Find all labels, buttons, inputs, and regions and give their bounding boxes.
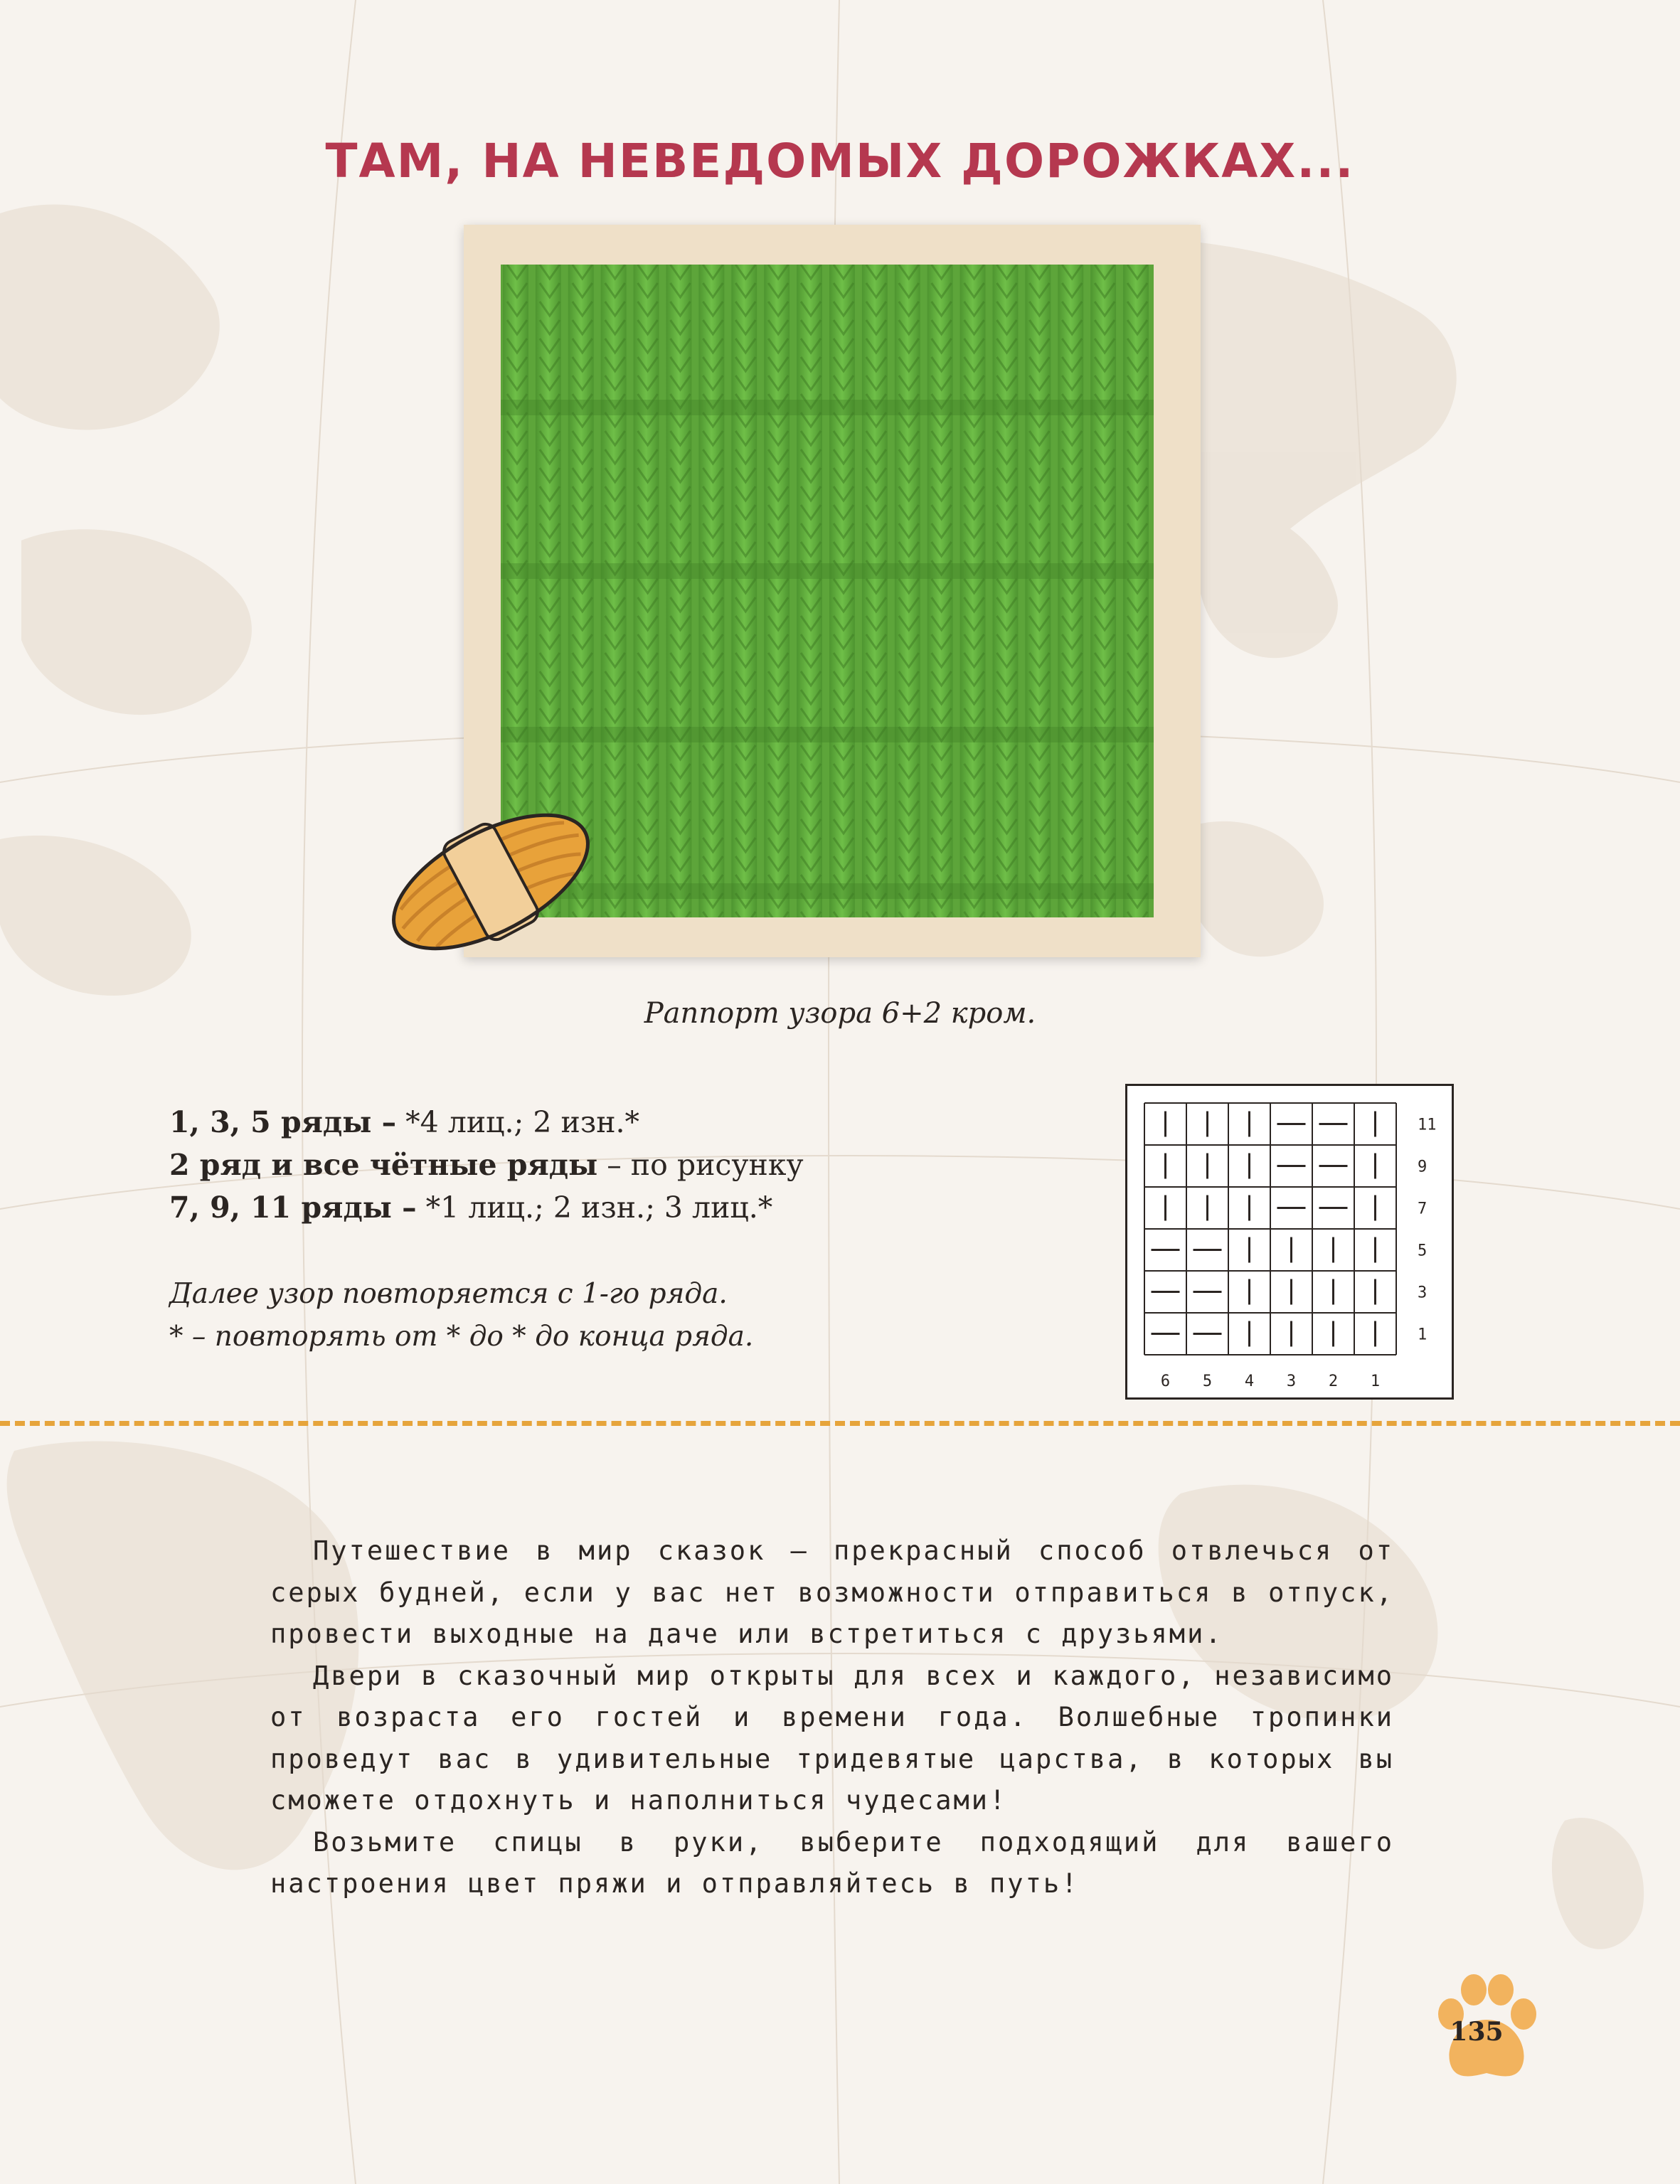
knit-chart xyxy=(1125,1084,1454,1400)
chart-row-number: 1 xyxy=(1418,1326,1428,1344)
story-paragraph: Двери в сказочный мир открыты для всех и каждого, независимо от возраста его гостей и времени года. Волшебные тропинки проведут вас в удивительные тридевятые царства, в которых вы сможете отдохнуть и наполниться чудесами! xyxy=(270,1660,1394,1816)
row-instruction: 2 ряд и все чётные ряды – по рисунку xyxy=(169,1148,804,1182)
chart-row-number: 7 xyxy=(1418,1200,1428,1218)
chart-column-number: 4 xyxy=(1244,1373,1255,1390)
knit-purl-band xyxy=(501,400,1154,415)
page-title: ТАМ, НА НЕВЕДОМЫХ ДОРОЖКАХ... xyxy=(325,134,1355,188)
chart-column-number: 2 xyxy=(1328,1373,1339,1390)
knit-purl-band xyxy=(501,727,1154,742)
chart-row-number: 11 xyxy=(1418,1116,1437,1134)
chart-column-number: 3 xyxy=(1286,1373,1297,1390)
chart-column-number: 5 xyxy=(1202,1373,1213,1390)
chart-column-number: 1 xyxy=(1370,1373,1381,1390)
knit-chart-grid xyxy=(1127,1086,1452,1397)
story-paragraph: Возьмите спицы в руки, выберите подходящий для вашего настроения цвет пряжи и отправляйтесь в путь! xyxy=(270,1826,1394,1899)
row-instruction: 7, 9, 11 ряды – *1 лиц.; 2 изн.; 3 лиц.* xyxy=(169,1190,773,1225)
chart-row-number: 5 xyxy=(1418,1242,1428,1260)
yarn-skein-icon xyxy=(370,786,612,978)
dashed-divider xyxy=(0,1421,1680,1426)
chart-row-number: 3 xyxy=(1418,1284,1428,1302)
story-paragraph: Путешествие в мир сказок – прекрасный способ отвлечься от серых будней, если у вас нет возможности отправиться в отпуск, провести выходные на даче или встретиться с друзьями. xyxy=(270,1535,1394,1649)
story-text xyxy=(270,1530,1394,1905)
photo-caption: Раппорт узора 6+2 кром. xyxy=(644,997,1036,1030)
knit-purl-band xyxy=(501,563,1154,579)
chart-column-number: 6 xyxy=(1160,1373,1171,1390)
note-asterisk: * – повторять от * до * до конца ряда. xyxy=(169,1321,754,1353)
chart-row-number: 9 xyxy=(1418,1158,1428,1176)
note-repeat: Далее узор повторяется с 1-го ряда. xyxy=(169,1278,728,1310)
pattern-notes xyxy=(169,1273,753,1358)
row-instructions xyxy=(169,1101,804,1229)
page-number: 135 xyxy=(1450,2017,1504,2047)
row-instruction: 1, 3, 5 ряды – *4 лиц.; 2 изн.* xyxy=(169,1105,640,1139)
